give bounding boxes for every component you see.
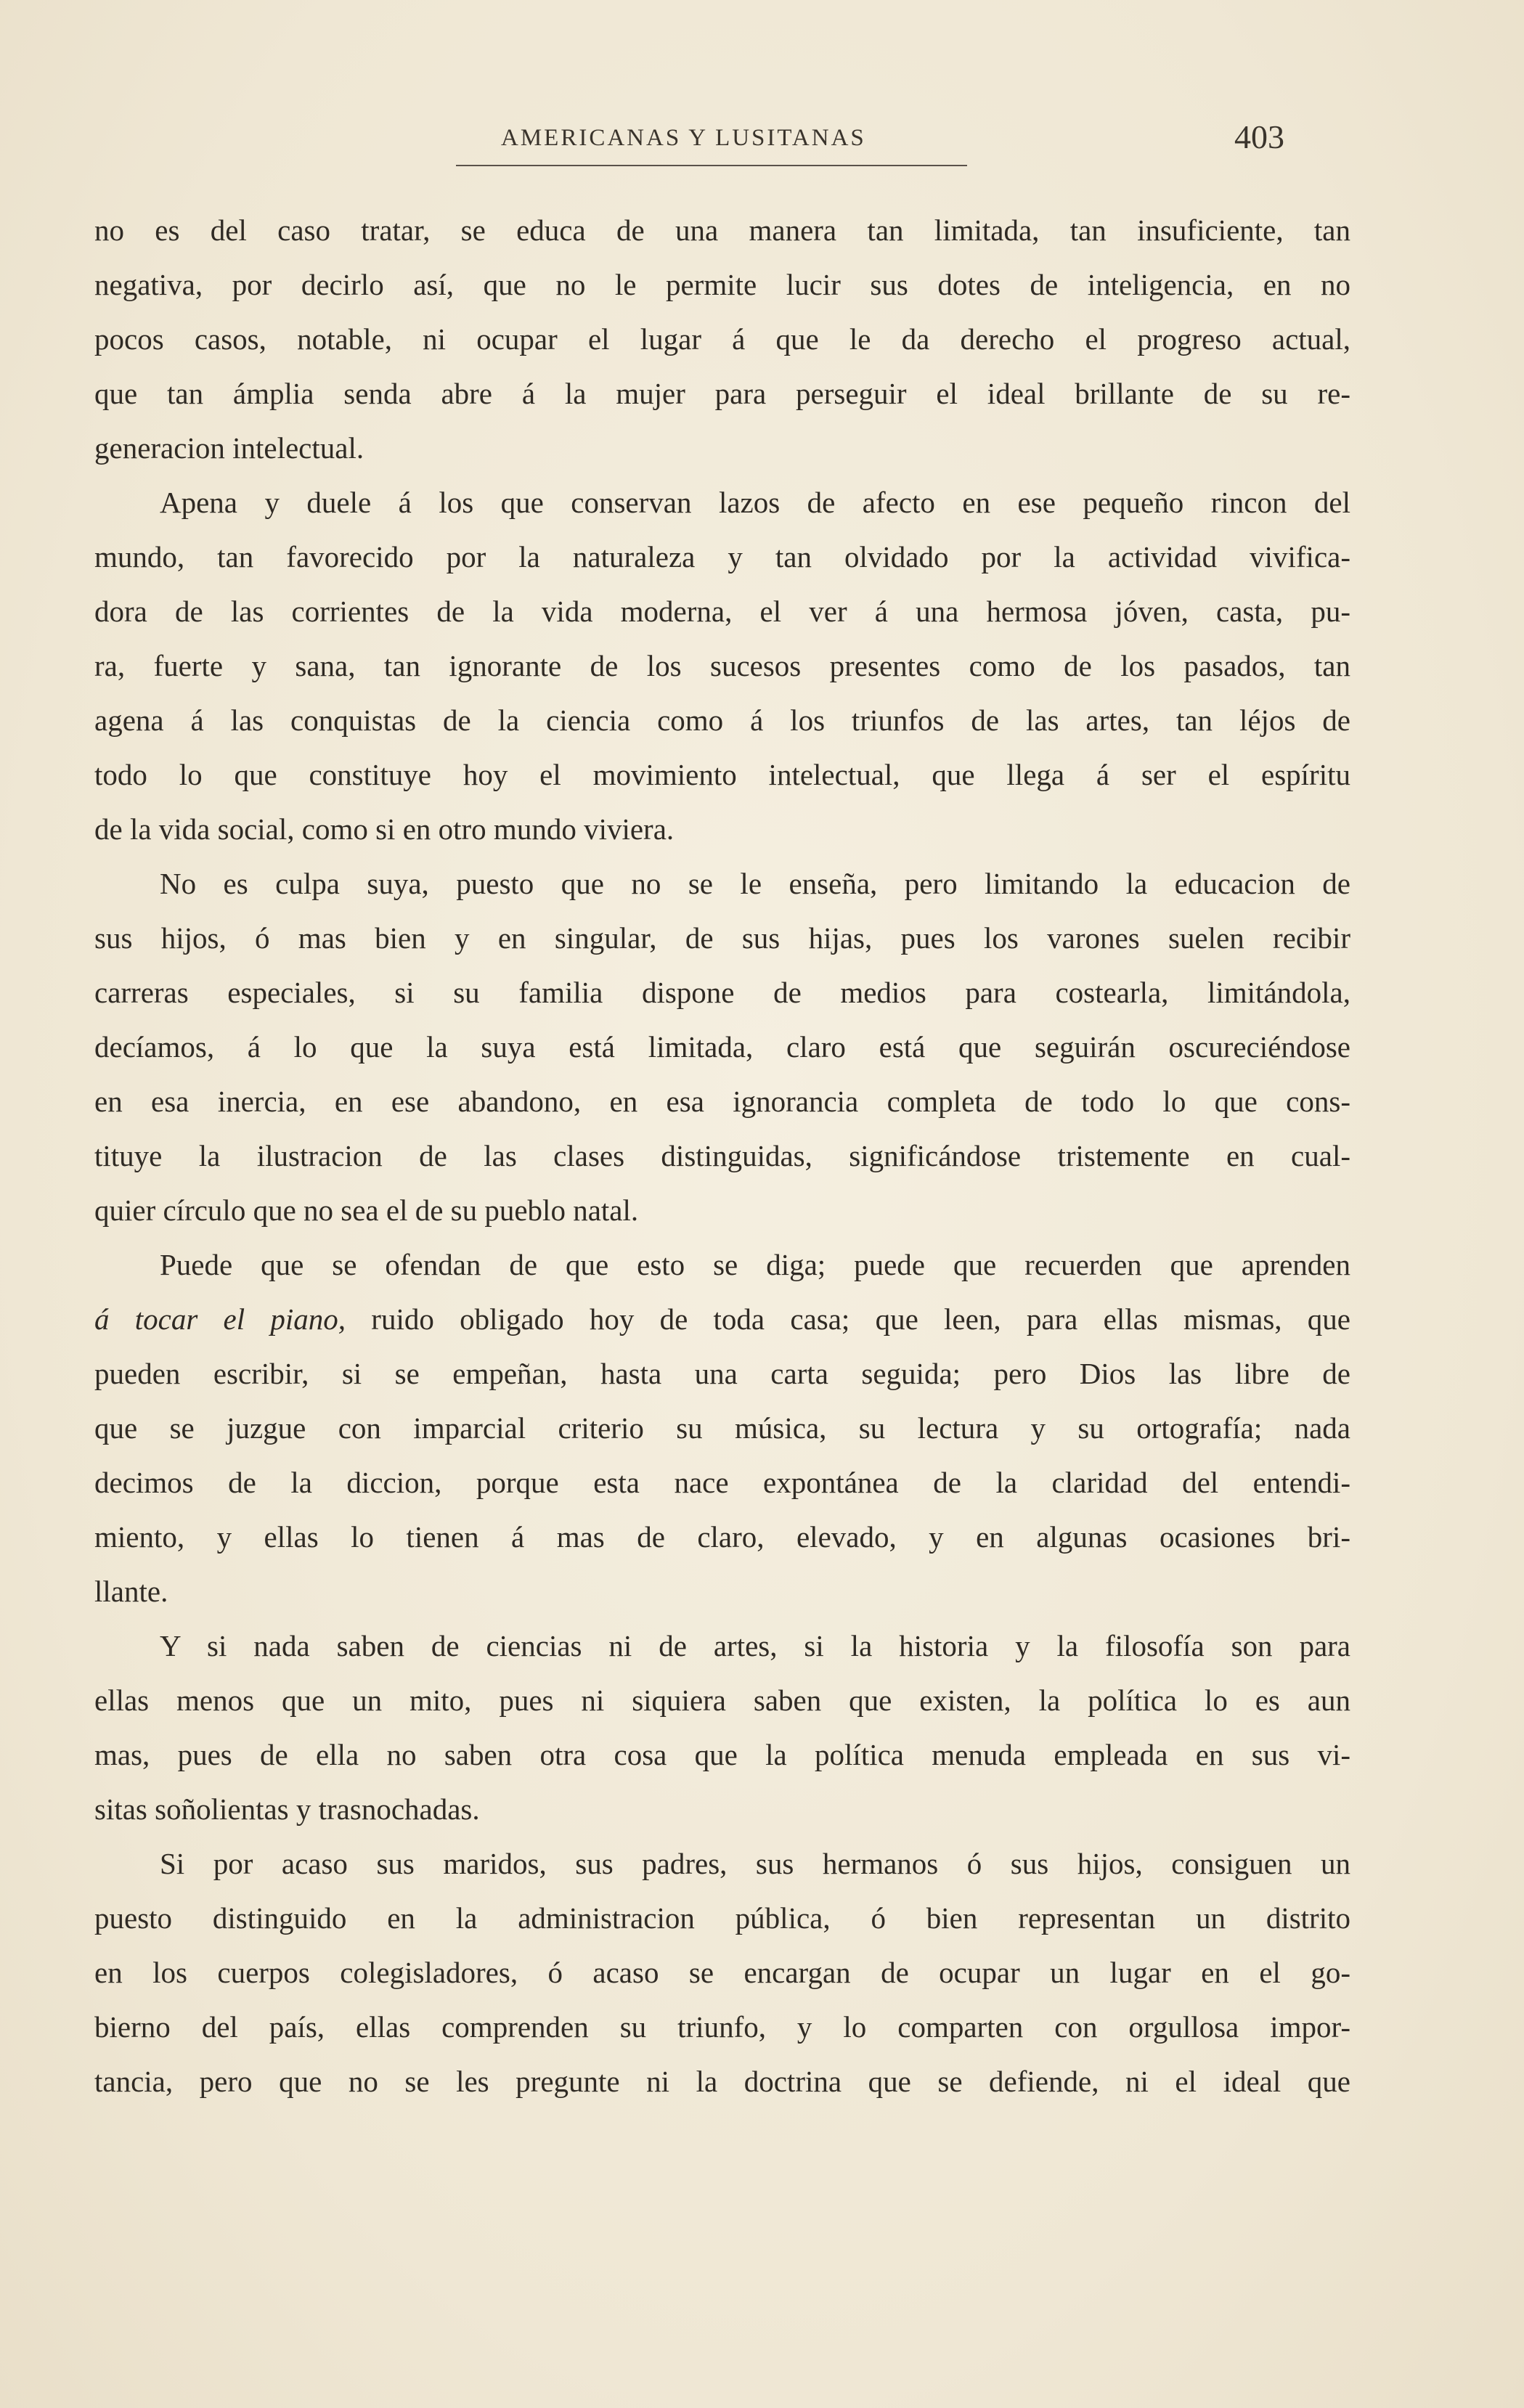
italic-phrase: á tocar el piano,: [94, 1302, 346, 1336]
text-line: [94, 1292, 1350, 1347]
text-line: pueden escribir, si se empeñan, hasta una carta seguida; pero Dios las libre de: [94, 1357, 1350, 1390]
text-line: tituye la ilustracion de las clases distinguidas, significándose tristemente en cual-: [94, 1139, 1350, 1172]
running-title: AMERICANAS Y LUSITANAS: [501, 125, 866, 151]
text-line: decimos de la diccion, porque esta nace expontánea de la claridad del entendi-: [94, 1466, 1350, 1499]
text-line: Puede que se ofendan de que esto se diga; puede que recuerden que aprenden: [160, 1248, 1350, 1281]
text-line: que tan ámplia senda abre á la mujer para perseguir el ideal brillante de su re-: [94, 377, 1350, 410]
paragraph: [94, 1238, 1350, 1619]
text-line: Si por acaso sus maridos, sus padres, sus hermanos ó sus hijos, consiguen un: [160, 1847, 1350, 1880]
text-line: decíamos, á lo que la suya está limitada, claro está que seguirán oscureciéndose: [94, 1030, 1350, 1064]
text-line: de la vida social, como si en otro mundo viviera.: [94, 812, 675, 846]
text-line: pocos casos, notable, ni ocupar el lugar á que le da derecho el progreso actual,: [94, 322, 1350, 356]
text-line: negativa, por decirlo así, que no le permite lucir sus dotes de inteligencia, en no: [94, 268, 1350, 301]
text-line: Y si nada saben de ciencias ni de artes, si la historia y la filosofía son para: [160, 1629, 1350, 1662]
text-line: ra, fuerte y sana, tan ignorante de los sucesos presentes como de los pasados, tan: [94, 649, 1350, 682]
text-line: que se juzgue con imparcial criterio su música, su lectura y su ortografía; nada: [94, 1411, 1350, 1445]
text-line: carreras especiales, si su familia dispone de medios para costearla, limitándola,: [94, 976, 1350, 1009]
text-line: tancia, pero que no se les pregunte ni la doctrina que se defiende, ni el ideal que: [94, 2065, 1350, 2098]
text-line: en esa inercia, en ese abandono, en esa ignorancia completa de todo lo que cons-: [94, 1085, 1350, 1118]
paragraph: [94, 203, 1350, 476]
text-line: mas, pues de ella no saben otra cosa que la política menuda empleada en sus vi-: [94, 1738, 1350, 1771]
text-line: puesto distinguido en la administracion pública, ó bien representan un distrito: [94, 1901, 1350, 1935]
text-line: mundo, tan favorecido por la naturaleza y tan olvidado por la actividad vivifica-: [94, 540, 1350, 574]
text-line: sus hijos, ó mas bien y en singular, de sus hijas, pues los varones suelen recibir: [94, 921, 1350, 955]
text-line: sitas soñolientas y trasnochadas.: [94, 1792, 480, 1826]
text-line: llante.: [94, 1575, 168, 1608]
paragraph: [94, 476, 1350, 857]
text-line: bierno del país, ellas comprenden su triunfo, y lo comparten con orgullosa impor-: [94, 2010, 1350, 2044]
line-rest: ruido obligado hoy de toda casa; que leen, para ellas mismas, que: [346, 1302, 1350, 1336]
text-line: todo lo que constituye hoy el movimiento intelectual, que llega á ser el espíritu: [94, 758, 1350, 791]
text-line: ellas menos que un mito, pues ni siquiera saben que existen, la política lo es aun: [94, 1683, 1350, 1717]
text-line: generacion intelectual.: [94, 431, 364, 465]
header-rule: [456, 165, 967, 166]
paragraph: [94, 1837, 1350, 2109]
text-line: dora de las corrientes de la vida moderna, el ver á una hermosa jóven, casta, pu-: [94, 595, 1350, 628]
page-number: 403: [1234, 118, 1284, 155]
body-text: [94, 203, 1350, 2109]
paragraph: [94, 857, 1350, 1238]
text-line: No es culpa suya, puesto que no se le enseña, pero limitando la educacion de: [160, 867, 1350, 900]
text-line: Apena y duele á los que conservan lazos de afecto en ese pequeño rincon del: [160, 486, 1350, 519]
text-line: quier círculo que no sea el de su pueblo natal.: [94, 1193, 639, 1227]
text-line: agena á las conquistas de la ciencia como á los triunfos de las artes, tan léjos de: [94, 703, 1350, 737]
text-line: en los cuerpos colegisladores, ó acaso se encargan de ocupar un lugar en el go-: [94, 1956, 1350, 1989]
text-line: no es del caso tratar, se educa de una manera tan limitada, tan insuficiente, tan: [94, 213, 1350, 247]
paragraph: [94, 1619, 1350, 1837]
text-line: miento, y ellas lo tienen á mas de claro, elevado, y en algunas ocasiones bri-: [94, 1520, 1350, 1554]
